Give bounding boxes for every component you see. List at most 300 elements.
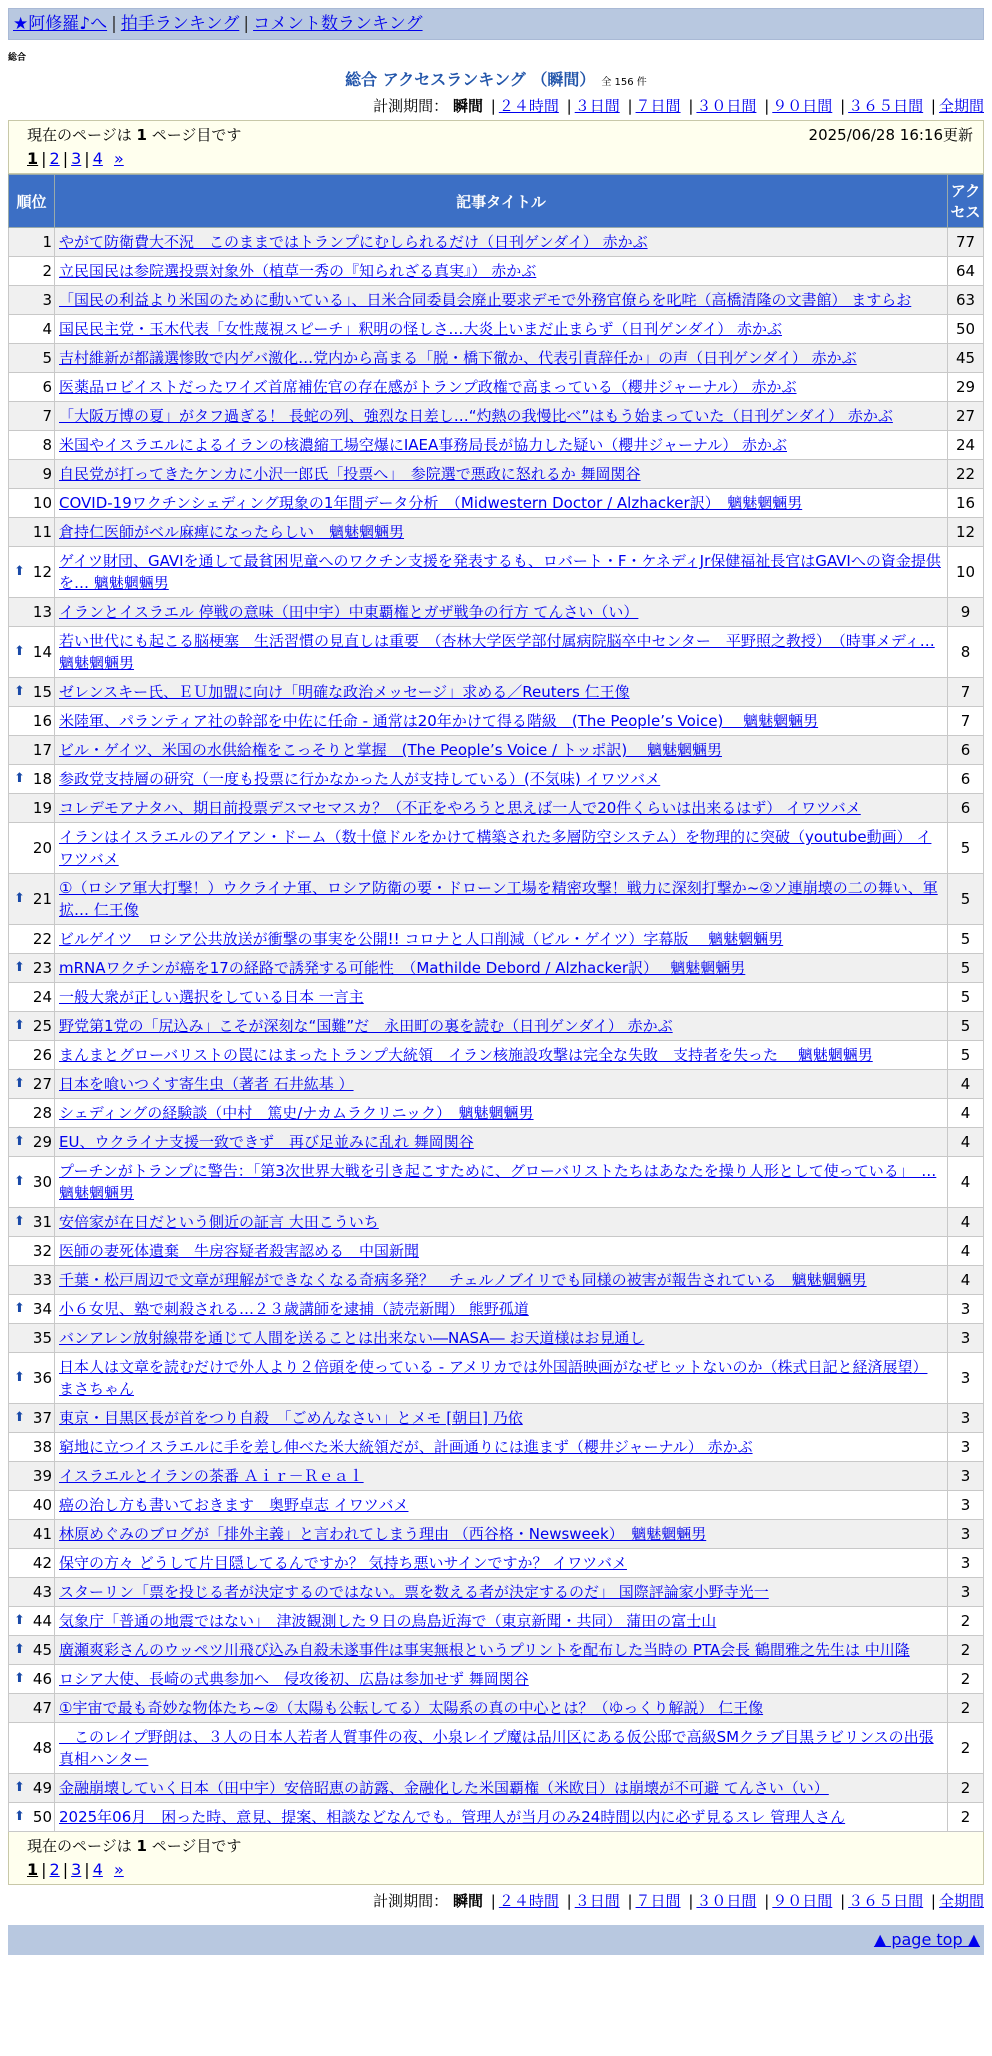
title-cell xyxy=(55,344,948,373)
access-count: 9 xyxy=(948,598,984,627)
access-count: 50 xyxy=(948,315,984,344)
section-label: 総合 xyxy=(8,53,27,63)
article-title-link[interactable]: 参政党支持層の研究（一度も投票に行かなかった人が支持している）(不気味) イワツバメ xyxy=(59,770,661,788)
period-link-90d[interactable]: ９０日間 xyxy=(772,97,833,115)
period-link-7d[interactable]: ７日間 xyxy=(635,97,681,115)
title-cell xyxy=(55,1041,948,1070)
pager-separator: | xyxy=(62,149,69,168)
period-link-3d[interactable]: ３日間 xyxy=(574,97,620,115)
rank-cell xyxy=(9,1607,55,1636)
rank-number: 3 xyxy=(42,291,52,309)
rank-cell xyxy=(9,489,55,518)
rank-number: 10 xyxy=(32,494,52,512)
table-row xyxy=(9,983,984,1012)
rank-number: 38 xyxy=(32,1438,52,1456)
table-row xyxy=(9,1353,984,1404)
access-count: 12 xyxy=(948,518,984,547)
article-title-link[interactable]: 若い世代にも起こる脳梗塞 生活習慣の見直しは重要 （杏林大学医学部付属病院脳卒中センター 平野照之教授） （時事メディ… 魑魅魍魎男 xyxy=(59,632,935,672)
rank-number: 40 xyxy=(32,1496,52,1514)
rank-number: 47 xyxy=(32,1699,52,1717)
article-title-link[interactable]: 日本人は文章を読むだけで外人より２倍頭を使っている - アメリカでは外国語映画がなぜヒットないのか（株式日記と経済展望） まさちゃん xyxy=(59,1358,928,1398)
rank-cell xyxy=(9,431,55,460)
table-row xyxy=(9,823,984,874)
page-link-4[interactable]: 4 xyxy=(92,149,103,168)
title-cell xyxy=(55,1070,948,1099)
rank-up-arrow-icon: ⬆ xyxy=(14,1301,25,1316)
total-count: 全 156 件 xyxy=(601,77,647,88)
rank-number: 20 xyxy=(32,839,52,857)
title-cell xyxy=(55,823,948,874)
article-title-link[interactable]: まんまとグローバリストの罠にはまったトランプ大統領 イラン核施設攻撃は完全な失敗 支持者を失った 魑魅魍魎男 xyxy=(59,1046,873,1064)
rank-number: 9 xyxy=(42,465,52,483)
rank-cell xyxy=(9,598,55,627)
table-row xyxy=(9,315,984,344)
access-count: 2 xyxy=(948,1774,984,1803)
period-link-all[interactable]: 全期間 xyxy=(938,97,984,115)
access-count: 4 xyxy=(948,1237,984,1266)
rank-up-arrow-icon: ⬆ xyxy=(14,684,25,699)
rank-number: 49 xyxy=(32,1779,52,1797)
access-count: 2 xyxy=(948,1694,984,1723)
page-info-top xyxy=(8,120,984,174)
period-separator: | xyxy=(627,1892,633,1910)
rank-number: 34 xyxy=(32,1300,52,1318)
access-count: 3 xyxy=(948,1295,984,1324)
rank-up-arrow-icon: ⬆ xyxy=(14,1671,25,1686)
table-row xyxy=(9,736,984,765)
table-row xyxy=(9,1041,984,1070)
page-link-1[interactable]: 1 xyxy=(27,1860,39,1879)
article-title-link[interactable]: ビル・ゲイツ、米国の水供給権をこっそりと掌握 (The People’s Voice / トッポ訳) 魑魅魍魎男 xyxy=(59,741,722,759)
rank-up-arrow-icon: ⬆ xyxy=(14,1174,25,1189)
rank-cell xyxy=(9,1157,55,1208)
rank-number: 31 xyxy=(32,1213,52,1231)
pager-separator xyxy=(106,149,111,168)
table-row xyxy=(9,874,984,925)
title-cell xyxy=(55,257,948,286)
title-cell xyxy=(55,1774,948,1803)
rank-cell xyxy=(9,1208,55,1237)
title-cell xyxy=(55,431,948,460)
table-row xyxy=(9,1462,984,1491)
rank-cell xyxy=(9,1636,55,1665)
rank-number: 18 xyxy=(32,770,52,788)
article-title-link[interactable]: 金融崩壊していく日本（田中宇）安倍昭恵の訪露、金融化した米国覇権（米欧日）は崩壊が不可避 てんさい（い） xyxy=(59,1779,829,1797)
title-cell xyxy=(55,1723,948,1774)
page-next-link[interactable]: » xyxy=(113,149,124,168)
access-count: 3 xyxy=(948,1491,984,1520)
article-title-link[interactable]: 2025年06月 困った時、意見、提案、相談などなんでも。管理人が当月のみ24時間以内に必ず見るスレ 管理人さん xyxy=(59,1808,846,1826)
access-count: 6 xyxy=(948,794,984,823)
access-count: 5 xyxy=(948,1041,984,1070)
period-separator: | xyxy=(930,97,936,115)
title-cell xyxy=(55,547,948,598)
table-row xyxy=(9,1549,984,1578)
access-count: 5 xyxy=(948,1012,984,1041)
article-title-link[interactable]: このレイプ野朗は、３人の日本人若者人質事件の夜、小泉レイプ魔は品川区にある仮公邸で高級SMクラブ目黒ラビリンスの出張 真相ハンター xyxy=(59,1728,934,1768)
pager-separator: | xyxy=(84,149,90,168)
table-row xyxy=(9,489,984,518)
table-row xyxy=(9,286,984,315)
article-title-link[interactable]: ゼレンスキー氏、ＥＵ加盟に向け「明確な政治メッセージ」求める／Reuters 仁王像 xyxy=(59,683,630,701)
article-title-link[interactable]: ゲイツ財団、GAVIを通して最貧困児童へのワクチン支援を発表するも、ロバート・F・ケネディJr保健福祉長官はGAVIへの資金提供を… 魑魅魍魎男 xyxy=(59,552,941,592)
rank-number: 44 xyxy=(32,1612,52,1630)
title-cell xyxy=(55,402,948,431)
rank-cell xyxy=(9,627,55,678)
rank-number: 19 xyxy=(32,799,52,817)
access-count: 22 xyxy=(948,460,984,489)
rank-up-arrow-icon: ⬆ xyxy=(14,771,25,786)
access-count: 2 xyxy=(948,1665,984,1694)
article-title-link[interactable]: 野党第1党の「尻込み」こそが深刻な“国難”だ 永田町の裏を読む（日刊ゲンダイ） 赤かぶ xyxy=(59,1017,673,1035)
rank-cell xyxy=(9,286,55,315)
rank-cell xyxy=(9,983,55,1012)
table-row xyxy=(9,678,984,707)
article-title-link[interactable]: 気象庁「普通の地震ではない」 津波観測した９日の鳥島近海で（東京新聞・共同） 蒲田の富士山 xyxy=(59,1612,717,1630)
period-separator: | xyxy=(490,97,496,115)
article-title-link[interactable]: 「大阪万博の夏」がタフ過ぎる！ 長蛇の列、強烈な日差し…“灼熱の我慢比べ”はもう始まっていた（日刊ゲンダイ） 赤かぶ xyxy=(59,407,893,425)
table-row xyxy=(9,1208,984,1237)
title-cell xyxy=(55,1549,948,1578)
article-title-link[interactable]: 国民民主党・玉木代表「女性蔑視スピーチ」釈明の怪しさ…大炎上いまだ止まらず（日刊ゲンダイ） 赤かぶ xyxy=(59,320,782,338)
article-title-link[interactable]: 東京・目黒区長が首をつり自殺 「ごめんなさい」とメモ [朝日] 乃依 xyxy=(59,1409,523,1427)
access-count: 4 xyxy=(948,1208,984,1237)
article-title-link[interactable]: やがて防衛費大不況 このままではトランプにむしられるだけ（日刊ゲンダイ） 赤かぶ xyxy=(59,233,648,251)
rank-number: 46 xyxy=(32,1670,52,1688)
article-title-link[interactable]: 癌の治し方も書いておきます 奥野卓志 イワツバメ xyxy=(59,1496,409,1514)
pager-separator: | xyxy=(41,149,47,168)
title-cell xyxy=(55,1694,948,1723)
rank-cell xyxy=(9,1694,55,1723)
page-link-2[interactable]: 2 xyxy=(49,1860,60,1879)
period-separator: | xyxy=(764,1892,770,1910)
page-link-3[interactable]: 3 xyxy=(71,149,82,168)
access-count: 4 xyxy=(948,1070,984,1099)
table-header-row xyxy=(9,175,984,228)
period-separator: | xyxy=(688,1892,694,1910)
table-row xyxy=(9,1607,984,1636)
article-title-link[interactable]: ①宇宙で最も奇妙な物体たち~②（太陽も公転してる）太陽系の真の中心とは？（ゆっくり解説） 仁王像 xyxy=(59,1699,764,1717)
period-current: 瞬間 xyxy=(452,97,483,115)
article-title-link[interactable]: イスラエルとイランの茶番 Ａｉｒ－Ｒｅａｌ xyxy=(59,1467,364,1485)
rank-cell xyxy=(9,1549,55,1578)
access-count: 3 xyxy=(948,1549,984,1578)
article-title-link[interactable]: ビルゲイツ ロシア公共放送が衝撃の事実を公開!! コロナと人口削減（ビル・ゲイツ）字幕版 魑魅魍魎男 xyxy=(59,930,784,948)
rank-cell xyxy=(9,1433,55,1462)
rank-number: 1 xyxy=(42,233,52,251)
article-title-link[interactable]: 千葉・松戸周辺で文章が理解ができなくなる奇病多発？ チェルノブイリでも同様の被害が報告されている 魑魅魍魎男 xyxy=(59,1271,867,1289)
article-title-link[interactable]: プーチンがトランプに警告：「第3次世界大戦を引き起こすために、グローバリストたちはあなたを操り人形として使っている」 … 魑魅魍魎男 xyxy=(59,1162,937,1202)
rank-cell xyxy=(9,736,55,765)
title-cell xyxy=(55,1128,948,1157)
table-row xyxy=(9,373,984,402)
title-cell xyxy=(55,925,948,954)
current-page-text-bottom xyxy=(27,1836,973,1856)
access-count: 7 xyxy=(948,678,984,707)
access-count: 3 xyxy=(948,1324,984,1353)
rank-number: 12 xyxy=(32,563,52,581)
rank-number: 28 xyxy=(32,1104,52,1122)
rank-cell xyxy=(9,344,55,373)
nav-home-link[interactable]: ★阿修羅♪へ xyxy=(13,14,108,34)
title-cell xyxy=(55,228,948,257)
access-count: 4 xyxy=(948,1128,984,1157)
period-link-24h[interactable]: ２４時間 xyxy=(498,1892,559,1910)
rank-up-arrow-icon: ⬆ xyxy=(14,960,25,975)
title-cell xyxy=(55,373,948,402)
article-title-link[interactable]: 「国民の利益より米国のために動いている」、日米合同委員会廃止要求デモで外務官僚らを叱咤（高橋清隆の文書館） ますらお xyxy=(59,291,912,309)
title-cell xyxy=(55,1803,948,1832)
rank-cell xyxy=(9,1295,55,1324)
rank-cell xyxy=(9,1237,55,1266)
access-count: 6 xyxy=(948,765,984,794)
rank-number: 48 xyxy=(32,1739,52,1757)
rank-cell xyxy=(9,678,55,707)
title-cell xyxy=(55,1237,948,1266)
period-link-90d[interactable]: ９０日間 xyxy=(772,1892,833,1910)
period-separator: | xyxy=(764,97,770,115)
table-row xyxy=(9,794,984,823)
access-count: 2 xyxy=(948,1636,984,1665)
rank-number: 33 xyxy=(32,1271,52,1289)
rank-up-arrow-icon: ⬆ xyxy=(14,1370,25,1385)
rank-cell xyxy=(9,373,55,402)
rank-number: 5 xyxy=(42,349,52,367)
article-title-link[interactable]: コレデモアナタハ、期日前投票デスマセマスカ？（不正をやろうと思えば一人で20件くらいは出来るはず） イワツバメ xyxy=(59,799,861,817)
article-title-link[interactable]: 窮地に立つイスラエルに手を差し伸べた米大統領だが、計画通りには進まず（櫻井ジャーナル） 赤かぶ xyxy=(59,1438,753,1456)
article-title-link[interactable]: 倉持仁医師がベル麻痺になったらしい 魑魅魍魎男 xyxy=(59,523,405,541)
article-title-link[interactable]: 米国やイスラエルによるイランの核濃縮工場空爆にIAEA事務局長が協力した疑い（櫻井ジャーナル） 赤かぶ xyxy=(59,436,787,454)
period-separator: | xyxy=(930,1892,936,1910)
article-title-link[interactable]: 米陸軍、パランティア社の幹部を中佐に任命 - 通常は20年かけて得る階級 (The People’s Voice) 魑魅魍魎男 xyxy=(59,712,819,730)
period-link-3d[interactable]: ３日間 xyxy=(574,1892,620,1910)
rank-cell xyxy=(9,1462,55,1491)
table-row xyxy=(9,1128,984,1157)
table-row xyxy=(9,1433,984,1462)
title-cell xyxy=(55,707,948,736)
article-title-link[interactable]: 立民国民は参院選投票対象外（植草一秀の『知られざる真実』） 赤かぶ xyxy=(59,262,537,280)
access-count: 4 xyxy=(948,1157,984,1208)
article-title-link[interactable]: 小６女児、塾で刺殺される…２３歳講師を逮捕（読売新聞） 熊野孤道 xyxy=(59,1300,529,1318)
title-cell xyxy=(55,598,948,627)
table-row xyxy=(9,707,984,736)
period-link-30d[interactable]: ３０日間 xyxy=(696,97,757,115)
current-page-number: 1 xyxy=(136,126,147,144)
period-link-24h[interactable]: ２４時間 xyxy=(498,97,559,115)
page-link-3[interactable]: 3 xyxy=(71,1860,82,1879)
access-count: 2 xyxy=(948,1723,984,1774)
rank-number: 30 xyxy=(32,1173,52,1191)
rank-cell xyxy=(9,1520,55,1549)
article-title-link[interactable]: バンアレン放射線帯を通じて人間を送ることは出来ない―NASA― お天道様はお見通し xyxy=(59,1329,645,1347)
rank-cell xyxy=(9,1099,55,1128)
period-link-all[interactable]: 全期間 xyxy=(938,1892,984,1910)
rank-cell xyxy=(9,1353,55,1404)
ranking-title-line xyxy=(8,67,984,90)
title-cell xyxy=(55,489,948,518)
access-count: 77 xyxy=(948,228,984,257)
rank-up-arrow-icon: ⬆ xyxy=(14,1613,25,1628)
article-title-link[interactable]: 廣瀬爽彩さんのウッペツ川飛び込み自殺未遂事件は事実無根というプリントを配布した当時の PTA会長 鶴間雅之先生は 中川隆 xyxy=(59,1641,910,1659)
rank-cell xyxy=(9,257,55,286)
rank-up-arrow-icon: ⬆ xyxy=(14,1780,25,1795)
article-title-link[interactable]: 医薬品ロビイストだったワイズ首席補佐官の存在感がトランプ政権で高まっている（櫻井ジャーナル） 赤かぶ xyxy=(59,378,797,396)
table-row xyxy=(9,1404,984,1433)
table-row xyxy=(9,344,984,373)
period-link-365d[interactable]: ３６５日間 xyxy=(848,97,924,115)
rank-number: 37 xyxy=(32,1409,52,1427)
access-count: 3 xyxy=(948,1578,984,1607)
article-title-link[interactable]: 安倍家が在日だという側近の証言 大田こういち xyxy=(59,1213,379,1231)
column-header-access: アクセス xyxy=(948,175,984,228)
rank-number: 11 xyxy=(32,523,52,541)
title-cell xyxy=(55,286,948,315)
period-link-7d[interactable]: ７日間 xyxy=(635,1892,681,1910)
rank-number: 29 xyxy=(32,1133,52,1151)
table-row xyxy=(9,547,984,598)
rank-up-arrow-icon: ⬆ xyxy=(14,1134,25,1149)
table-row xyxy=(9,518,984,547)
access-count: 5 xyxy=(948,954,984,983)
rank-cell xyxy=(9,518,55,547)
article-title-link[interactable]: 医師の妻死体遺棄 牛房容疑者殺害認める 中国新聞 xyxy=(59,1242,420,1260)
article-title-link[interactable]: ①（ロシア軍大打撃！）ウクライナ軍、ロシア防衛の要・ドローン工場を精密攻撃！戦力に深刻打撃か~②ソ連崩壊の二の舞い、軍拡… 仁王像 xyxy=(59,879,938,919)
access-count: 2 xyxy=(948,1607,984,1636)
period-separator: | xyxy=(490,1892,496,1910)
article-title-link[interactable]: mRNAワクチンが癌を17の経路で誘発する可能性 （Mathilde Debord / Alzhacker訳） 魑魅魍魎男 xyxy=(59,959,746,977)
nav-comment-ranking-link[interactable]: コメント数ランキング xyxy=(253,14,423,34)
access-count: 7 xyxy=(948,707,984,736)
access-count: 45 xyxy=(948,344,984,373)
table-row xyxy=(9,627,984,678)
access-count: 24 xyxy=(948,431,984,460)
rank-cell xyxy=(9,823,55,874)
title-cell xyxy=(55,1462,948,1491)
rank-number: 23 xyxy=(32,959,52,977)
page-next-link[interactable]: » xyxy=(113,1860,124,1879)
access-count: 10 xyxy=(948,547,984,598)
rank-number: 25 xyxy=(32,1017,52,1035)
article-title-link[interactable]: COVID-19ワクチンシェディング現象の1年間データ分析 （Midwestern Doctor / Alzhacker訳） 魑魅魍魎男 xyxy=(59,494,803,512)
table-row xyxy=(9,1157,984,1208)
article-title-link[interactable]: ロシア大使、長崎の式典参加へ 侵攻後初、広島は参加せず 舞岡関谷 xyxy=(59,1670,529,1688)
rank-up-arrow-icon: ⬆ xyxy=(14,1809,25,1824)
rank-number: 2 xyxy=(42,262,52,280)
article-title-link[interactable]: イランはイスラエルのアイアン・ドーム（数十億ドルをかけて構築された多層防空システム）を物理的に突破（youtube動画） イワツバメ xyxy=(59,828,932,868)
title-cell xyxy=(55,954,948,983)
access-count: 63 xyxy=(948,286,984,315)
title-cell xyxy=(55,460,948,489)
page-link-2[interactable]: 2 xyxy=(49,149,60,168)
article-title-link[interactable]: 日本を喰いつくす寄生虫（著者 石井紘基 ） xyxy=(59,1075,354,1093)
rank-number: 45 xyxy=(32,1641,52,1659)
period-label: 計測期間： xyxy=(373,1892,449,1910)
access-count: 5 xyxy=(948,983,984,1012)
article-title-link[interactable]: スターリン「票を投じる者が決定するのではない。票を数える者が決定するのだ」 国際評論家小野寺光一 xyxy=(59,1583,769,1601)
title-cell xyxy=(55,1324,948,1353)
period-separator: | xyxy=(840,1892,846,1910)
rank-cell xyxy=(9,402,55,431)
period-selector xyxy=(8,96,984,116)
table-row xyxy=(9,1070,984,1099)
access-count: 3 xyxy=(948,1462,984,1491)
page-info-bottom xyxy=(8,1832,984,1885)
title-cell xyxy=(55,1491,948,1520)
table-row xyxy=(9,1012,984,1041)
rank-cell xyxy=(9,874,55,925)
title-cell xyxy=(55,1607,948,1636)
article-title-link[interactable]: シェディングの経験談（中村 篤史/ナカムラクリニック） 魑魅魍魎男 xyxy=(59,1104,534,1122)
article-title-link[interactable]: 保守の方々 どうして片目隠してるんですか？ 気持ち悪いサインですか？ イワツバメ xyxy=(59,1554,627,1572)
article-title-link[interactable]: 林原めぐみのブログが「排外主義」と言われてしまう理由 （西谷格・Newsweek） 魑魅魍魎男 xyxy=(59,1525,707,1543)
rank-number: 13 xyxy=(32,603,52,621)
title-cell xyxy=(55,1353,948,1404)
rank-cell xyxy=(9,1070,55,1099)
access-count: 6 xyxy=(948,736,984,765)
rank-cell xyxy=(9,315,55,344)
rank-cell xyxy=(9,1128,55,1157)
access-count: 2 xyxy=(948,1803,984,1832)
title-cell xyxy=(55,1266,948,1295)
rank-number: 27 xyxy=(32,1075,52,1093)
table-row xyxy=(9,1237,984,1266)
article-title-link[interactable]: イランとイスラエル 停戦の意味（田中宇）中東覇権とガザ戦争の行方 てんさい（い） xyxy=(59,603,639,621)
period-link-365d[interactable]: ３６５日間 xyxy=(848,1892,924,1910)
nav-applause-ranking-link[interactable]: 拍手ランキング xyxy=(120,14,240,34)
table-row xyxy=(9,1636,984,1665)
rank-number: 32 xyxy=(32,1242,52,1260)
table-row xyxy=(9,954,984,983)
rank-up-arrow-icon: ⬆ xyxy=(14,891,25,906)
pager-separator: | xyxy=(62,1860,69,1879)
page-link-1[interactable]: 1 xyxy=(27,149,39,168)
article-title-link[interactable]: 自民党が打ってきたケンカに小沢一郎氏「投票へ」 参院選で悪政に怒れるか 舞岡関谷 xyxy=(59,465,641,483)
nav-separator: | xyxy=(243,14,250,34)
period-separator: | xyxy=(840,97,846,115)
page-link-4[interactable]: 4 xyxy=(92,1860,103,1879)
article-title-link[interactable]: EU、ウクライナ支援一致できず 再び足並みに乱れ 舞岡関谷 xyxy=(59,1133,474,1151)
pager-separator: | xyxy=(41,1860,47,1879)
rank-number: 16 xyxy=(32,712,52,730)
rank-number: 15 xyxy=(32,683,52,701)
access-count: 3 xyxy=(948,1353,984,1404)
page-top-link[interactable]: ▲ page top ▲ xyxy=(873,1930,980,1949)
article-title-link[interactable]: 吉村維新が都議選惨敗で内ゲバ激化…党内から高まる「脱・橋下徹か、代表引責辞任か」の声（日刊ゲンダイ） 赤かぶ xyxy=(59,349,857,367)
rank-cell xyxy=(9,1665,55,1694)
current-page-number: 1 xyxy=(136,1837,147,1855)
title-cell xyxy=(55,1012,948,1041)
ranking-title: 総合 アクセスランキング （瞬間） xyxy=(345,70,596,89)
table-row xyxy=(9,1803,984,1832)
rank-number: 22 xyxy=(32,930,52,948)
rank-number: 26 xyxy=(32,1046,52,1064)
footer-bar xyxy=(8,1925,984,1955)
access-count: 5 xyxy=(948,823,984,874)
period-link-30d[interactable]: ３０日間 xyxy=(696,1892,757,1910)
period-separator: | xyxy=(566,97,572,115)
table-row xyxy=(9,1694,984,1723)
period-selector-bottom xyxy=(8,1891,984,1911)
title-cell xyxy=(55,874,948,925)
rank-cell xyxy=(9,460,55,489)
article-title-link[interactable]: 一般大衆が正しい選択をしている日本 一言主 xyxy=(59,988,364,1006)
access-count: 3 xyxy=(948,1404,984,1433)
period-separator: | xyxy=(627,97,633,115)
access-count: 29 xyxy=(948,373,984,402)
rank-number: 43 xyxy=(32,1583,52,1601)
rank-cell xyxy=(9,925,55,954)
title-cell xyxy=(55,794,948,823)
